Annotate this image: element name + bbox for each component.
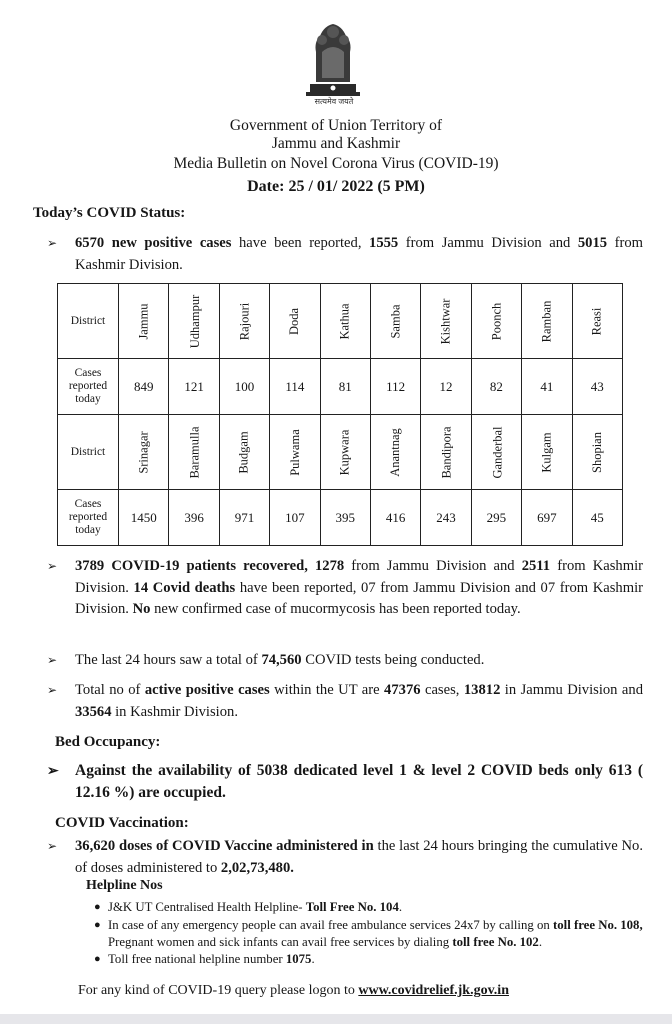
district-cell: [370, 415, 420, 490]
helpline-number: toll free No. 108,: [552, 918, 643, 932]
kashmir-cases: 5015: [577, 235, 608, 251]
new-cases-count: 6570 new positive cases: [75, 235, 232, 251]
arrow-bullet-icon: ➢: [47, 683, 58, 697]
district-name: Shopian: [589, 432, 604, 473]
case-count: 112: [370, 359, 420, 415]
district-name: Pulwama: [287, 429, 302, 476]
tests-bullet: [47, 650, 643, 672]
kashmir-recovered: 2511: [521, 558, 551, 574]
header-line-3: Media Bulletin on Novel Corona Virus (COVID-19): [173, 155, 499, 172]
district-cell: [421, 415, 471, 490]
no-mucormycosis: No: [132, 601, 151, 617]
case-count: 243: [421, 490, 471, 546]
district-name: Kulgam: [539, 432, 554, 473]
case-count: 100: [219, 359, 269, 415]
arrow-bullet-icon: ➢: [47, 236, 58, 250]
vaccination-heading: COVID Vaccination:: [55, 815, 189, 831]
row-label-district: District: [58, 284, 119, 359]
header-line-2: Jammu and Kashmir: [271, 135, 401, 152]
bullet-dot-icon: ●: [94, 919, 101, 931]
doses-count: 36,620 doses of COVID Vaccine administered in: [75, 838, 374, 854]
district-cell: [270, 415, 320, 490]
case-count: 1450: [119, 490, 169, 546]
covidrelief-link[interactable]: www.covidrelief.jk.gov.in: [358, 983, 509, 998]
helpline-item: ● In case of any emergency people can avail free ambulance services 24x7 by calling on toll free No. 108, Pregnant women and sick infants can avail free services by dialing toll free No. 102.: [94, 918, 643, 949]
district-cell: [320, 415, 370, 490]
bullet-dot-icon: ●: [94, 901, 101, 913]
district-name: Kupwara: [337, 429, 352, 476]
case-count: 295: [471, 490, 521, 546]
jammu-district-row: [58, 284, 623, 359]
row-label-district: District: [58, 415, 119, 490]
district-cell: [471, 415, 521, 490]
jammu-cases: 1555: [369, 235, 399, 251]
arrow-bullet-icon: ➢: [47, 839, 58, 853]
district-cell: [270, 284, 320, 359]
district-name: Kishtwar: [438, 298, 453, 345]
arrow-bullet-icon: ➢: [47, 653, 58, 667]
text: new confirmed case of mucormycosis has been reported today.: [150, 601, 521, 617]
text: have been reported,: [231, 235, 370, 251]
bed-text: Against the availability of 5038 dedicated level 1 & level 2 COVID beds only 613 ( 12.16 %) are occupied.: [75, 762, 643, 801]
page-bottom-edge: [0, 1014, 672, 1024]
national-emblem-icon: [298, 12, 368, 104]
text: from Jammu Division and: [398, 235, 578, 251]
cumulative-doses: 2,02,73,480.: [220, 859, 294, 876]
text: have been reported, 07 from Jammu Division and 07 from Kashmir Division.: [75, 579, 643, 617]
district-cell: [169, 284, 219, 359]
footer-text: For any kind of COVID-19 query please logon to: [78, 983, 359, 998]
row-label-cases: Cases reported today: [58, 490, 119, 546]
district-cell: [119, 284, 169, 359]
district-name: Ramban: [539, 300, 554, 343]
district-cell: [320, 284, 370, 359]
text: from Kashmir Division.: [75, 558, 643, 596]
text: from Jammu Division and: [344, 558, 522, 574]
kashmir-district-row: [58, 415, 623, 490]
district-name: Samba: [388, 304, 403, 339]
helpline-item: ● J&K UT Centralised Health Helpline- Toll Free No. 104.: [94, 900, 403, 914]
district-cell: [572, 415, 622, 490]
text: J&K UT Centralised Health Helpline-: [108, 900, 306, 914]
text: Pregnant women and sick infants can avail free services by dialing: [108, 934, 453, 949]
district-name: Doda: [287, 307, 302, 336]
bed-bullet: [47, 760, 643, 804]
district-name: Reasi: [589, 307, 604, 336]
case-count: 396: [169, 490, 219, 546]
district-cell: [522, 284, 572, 359]
status-heading: Today’s COVID Status:: [33, 205, 186, 221]
district-cell: [370, 284, 420, 359]
case-count: 697: [522, 490, 572, 546]
text: In case of any emergency people can avail free ambulance services 24x7 by calling on: [108, 918, 553, 932]
text: within the UT are: [269, 682, 385, 698]
helpline-number: toll free No. 102: [452, 934, 539, 949]
case-count: 114: [270, 359, 320, 415]
recovered-bullet: [47, 556, 643, 621]
district-name: Srinagar: [136, 431, 151, 474]
district-name: Bandipora: [439, 426, 454, 479]
district-cell: [219, 284, 269, 359]
case-count: 395: [320, 490, 370, 546]
case-count: 416: [370, 490, 420, 546]
helpline-number: 1075: [285, 952, 312, 966]
text: active positive cases: [144, 682, 270, 698]
vaccination-bullet: [47, 836, 643, 879]
district-cell: [119, 415, 169, 490]
district-name: Poonch: [488, 302, 503, 341]
active-jammu: 13812: [463, 682, 501, 698]
recovered-count: 3789 COVID-19 patients recovered, 1278: [75, 558, 345, 574]
case-count: 107: [270, 490, 320, 546]
helpline-number: Toll Free No. 104: [305, 900, 399, 914]
kashmir-cases-row: [58, 490, 623, 546]
case-count: 121: [169, 359, 219, 415]
district-cell: [169, 415, 219, 490]
district-name: Baramulla: [187, 426, 202, 479]
text: Toll free national helpline number: [108, 952, 286, 966]
case-count: 43: [572, 359, 622, 415]
bulletin-date: Date: 25 / 01/ 2022 (5 PM): [247, 178, 425, 195]
text: from Kashmir Division.: [75, 235, 643, 273]
case-count: 12: [421, 359, 471, 415]
district-cases-table: [57, 283, 623, 546]
case-count: 82: [471, 359, 521, 415]
district-name: Rajouri: [236, 302, 251, 341]
case-count: 41: [522, 359, 572, 415]
jammu-cases-row: [58, 359, 623, 415]
case-count: 849: [119, 359, 169, 415]
active-kashmir: 33564: [75, 703, 112, 720]
case-count: 971: [219, 490, 269, 546]
new-cases-bullet: [47, 233, 643, 276]
text: cases,: [420, 682, 464, 698]
text: the last 24 hours bringing the cumulative No. of doses administered to: [75, 838, 643, 876]
district-cell: [522, 415, 572, 490]
district-name: Budgam: [236, 431, 251, 474]
district-name: Jammu: [136, 303, 151, 340]
district-name: Udhampur: [188, 294, 203, 349]
emblem-motto: सत्यमेव जयते: [314, 97, 354, 106]
bullet-dot-icon: ●: [94, 953, 101, 965]
text: The last 24 hours saw a total of: [75, 652, 262, 668]
case-count: 45: [572, 490, 622, 546]
text: COVID tests being conducted.: [301, 652, 485, 668]
arrow-bullet-icon: ➢: [47, 764, 59, 779]
district-cell: [471, 284, 521, 359]
case-count: 81: [320, 359, 370, 415]
footer: [78, 983, 509, 999]
text: in Kashmir Division.: [111, 703, 238, 720]
header-line-1: Government of Union Territory of: [229, 117, 443, 134]
helpline-heading: Helpline Nos: [86, 878, 163, 893]
district-cell: [219, 415, 269, 490]
district-name: Ganderbal: [490, 426, 505, 479]
district-cell: [421, 284, 471, 359]
active-total: 47376: [384, 682, 421, 698]
arrow-bullet-icon: ➢: [47, 559, 58, 573]
district-name: Kathua: [337, 303, 352, 340]
text: in Jammu Division and: [500, 682, 643, 698]
district-name: Anantnag: [388, 428, 403, 477]
bed-heading: Bed Occupancy:: [55, 734, 161, 750]
helpline-item: ● Toll free national helpline number 1075.: [94, 952, 315, 966]
row-label-cases: Cases reported today: [58, 359, 119, 415]
deaths-count: 14 Covid deaths: [133, 579, 236, 596]
text: Total no of: [75, 682, 145, 698]
district-cell: [572, 284, 622, 359]
active-cases-bullet: [47, 680, 643, 723]
tests-count: 74,560: [261, 652, 302, 668]
